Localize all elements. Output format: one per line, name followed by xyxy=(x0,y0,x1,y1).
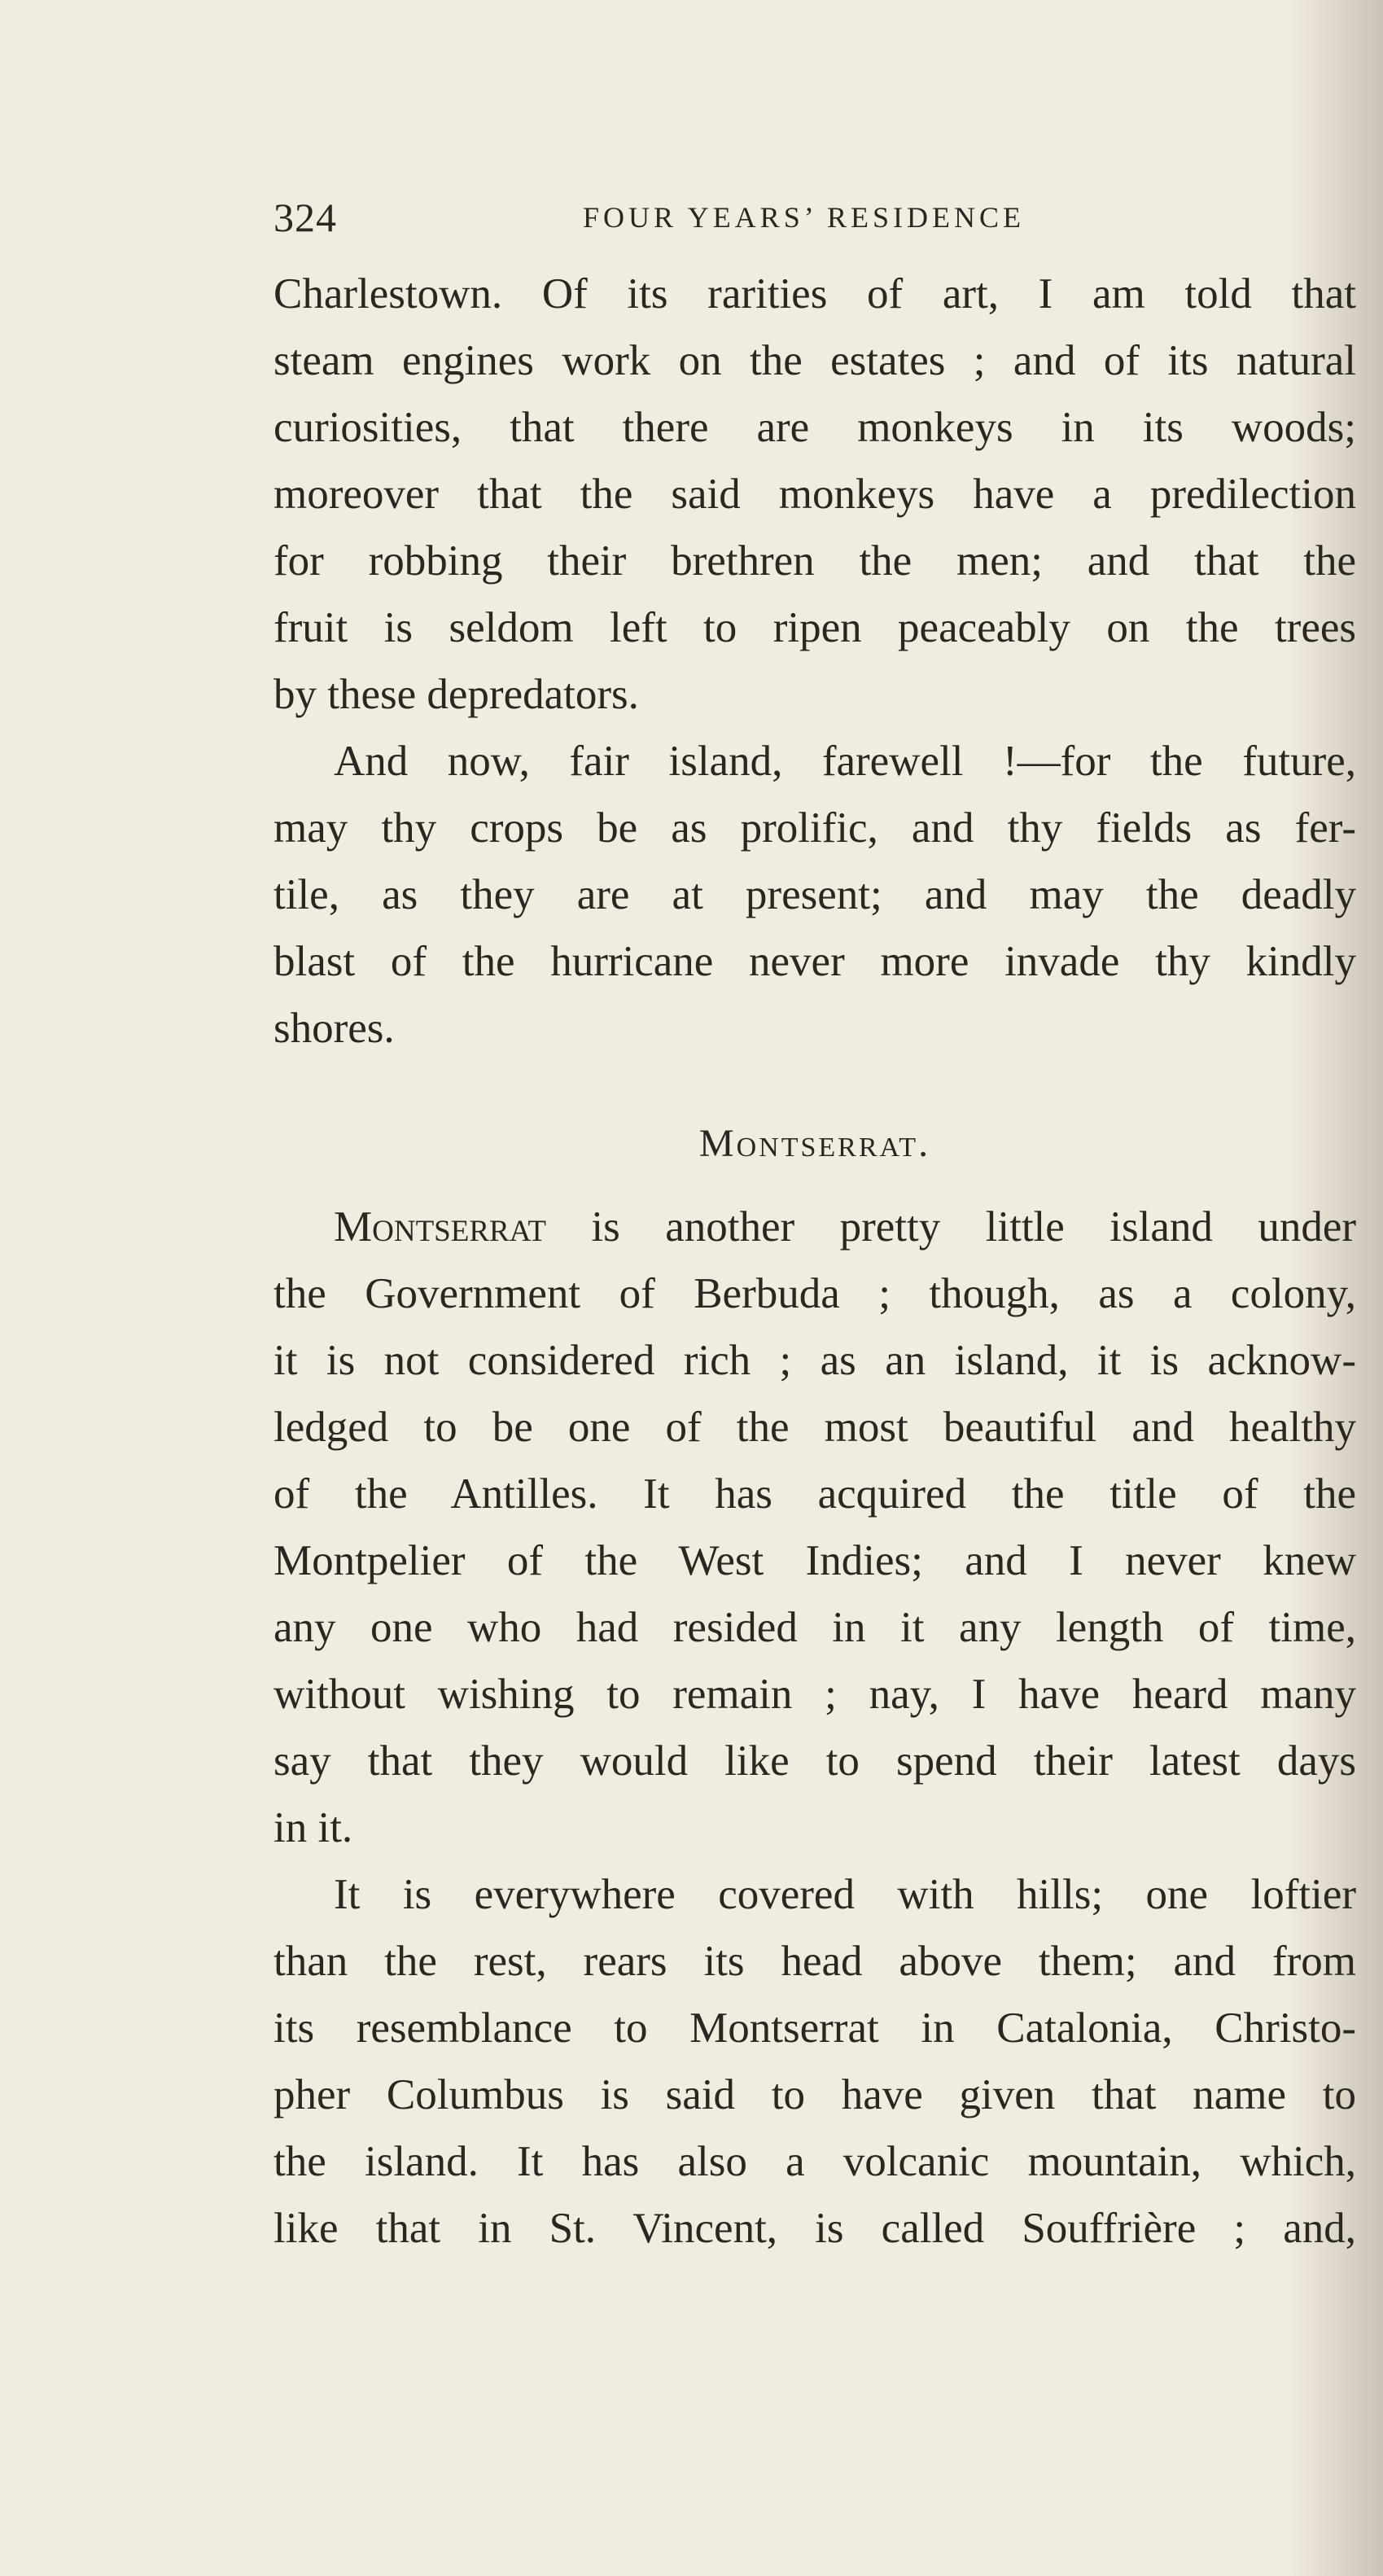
text-line: say that they would like to spend their latest days xyxy=(274,1737,1356,1785)
lead-word: Montserrat xyxy=(334,1203,546,1251)
text-line: without wishing to remain ; nay, I have heard many xyxy=(274,1671,1356,1718)
paragraph-1 xyxy=(274,261,1356,728)
paragraph-2 xyxy=(274,728,1356,1062)
running-head: FOUR YEARS’ RESIDENCE xyxy=(583,201,1026,234)
text-line: tile, as they are at present; and may the deadly xyxy=(274,871,1356,918)
text-line: the island. It has also a volcanic mountain, which, xyxy=(274,2138,1356,2185)
text-line: in it. xyxy=(274,1804,353,1851)
text-line: It is everywhere covered with hills; one loftier xyxy=(334,1871,1356,1918)
lead-line-rest: is another pretty little island under xyxy=(545,1203,1356,1251)
text-line: for robbing their brethren the men; and that the xyxy=(274,537,1356,585)
paragraph-4 xyxy=(274,1861,1356,2262)
text-line: And now, fair island, farewell !—for the future, xyxy=(334,738,1356,785)
page-number: 324 xyxy=(274,195,337,240)
text-line: it is not considered rich ; as an island, it is acknow- xyxy=(274,1337,1356,1384)
text-line: ledged to be one of the most beautiful and healthy xyxy=(274,1404,1356,1451)
text-line: any one who had resided in it any length of time, xyxy=(274,1604,1356,1651)
text-line: blast of the hurricane never more invade thy kindly xyxy=(274,938,1356,985)
body-text xyxy=(274,261,1356,2262)
text-line: moreover that the said monkeys have a predilection xyxy=(274,471,1356,518)
text-line: like that in St. Vincent, is called Souffrière ; and, xyxy=(274,2205,1356,2252)
text-line: Charlestown. Of its rarities of art, I am told that xyxy=(274,270,1356,318)
paragraph-3 xyxy=(274,1194,1356,1861)
text-line: pher Columbus is said to have given that name to xyxy=(274,2071,1356,2118)
text-line: the Government of Berbuda ; though, as a colony, xyxy=(274,1270,1356,1317)
text-line: of the Antilles. It has acquired the title of the xyxy=(274,1470,1356,1518)
text-line: shores. xyxy=(274,1005,395,1052)
text-line: its resemblance to Montserrat in Catalonia, Christo- xyxy=(274,2004,1356,2052)
text-line: Montpelier of the West Indies; and I never knew xyxy=(274,1537,1356,1584)
text-line xyxy=(274,1194,1356,1260)
text-line: than the rest, rears its head above them; and from xyxy=(274,1938,1356,1985)
text-line: steam engines work on the estates ; and of its natural xyxy=(274,337,1356,384)
text-line: by these depredators. xyxy=(274,671,639,718)
section-heading: Montserrat. xyxy=(698,1122,931,1165)
page-header xyxy=(274,189,1356,246)
text-line: may thy crops be as prolific, and thy fields as fer- xyxy=(274,804,1356,852)
text-line: curiosities, that there are monkeys in its woods; xyxy=(274,404,1356,451)
text-line: fruit is seldom left to ripen peaceably on the trees xyxy=(274,604,1356,651)
